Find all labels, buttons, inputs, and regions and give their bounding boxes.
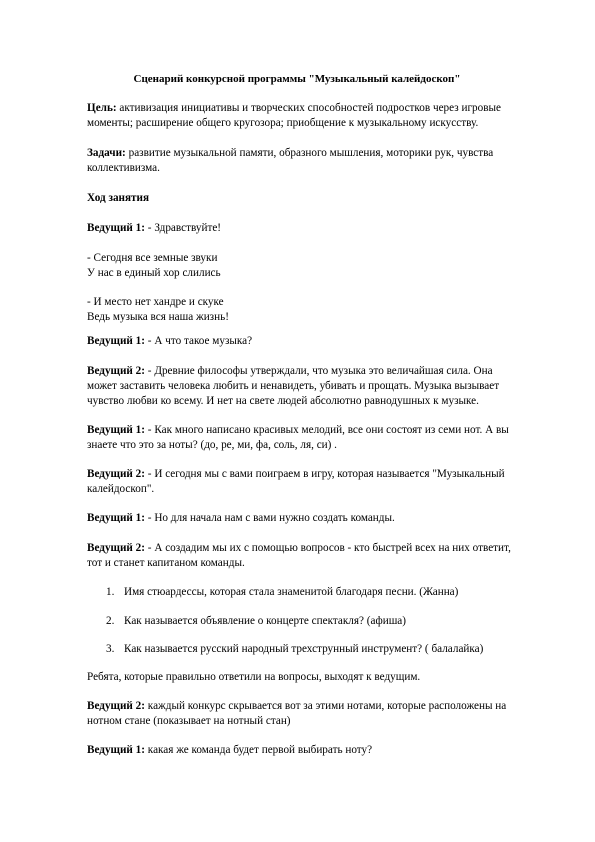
list-item-number: 2. bbox=[106, 615, 115, 627]
tasks-paragraph bbox=[87, 146, 517, 176]
list-item-text: Имя стюардессы, которая стала знаменитой благодаря песни. (Жанна) bbox=[124, 586, 459, 598]
verse-line: - И место нет хандре и скуке bbox=[87, 296, 224, 308]
verse-line: У нас в единый хор слились bbox=[87, 267, 221, 279]
speaker-label: Ведущий 2: bbox=[87, 542, 145, 554]
speaker-label: Ведущий 1: bbox=[87, 424, 145, 436]
dialogue-text: какая же команда будет первой выбирать ноту? bbox=[145, 744, 373, 756]
dialogue-paragraph bbox=[87, 511, 517, 526]
dialogue-text: - А создадим мы их с помощью вопросов - кто быстрей всех на них ответит, тот и станет капитаном команды. bbox=[87, 542, 511, 569]
dialogue-paragraph bbox=[87, 743, 517, 758]
dialogue-text: - Но для начала нам с вами нужно создать команды. bbox=[145, 512, 395, 524]
tasks-text: развитие музыкальной памяти, образного мышления, моторики рук, чувства коллективизма. bbox=[87, 147, 494, 174]
speaker-label: Ведущий 1: bbox=[87, 512, 145, 524]
goal-text: активизация инициативы и творческих способностей подростков через игровые моменты; расширение общего кругозора; приобщение к музыкальному искусству. bbox=[87, 102, 501, 129]
dialogue-text: - Здравствуйте! bbox=[145, 222, 222, 234]
course-heading: Ход занятия bbox=[87, 192, 150, 204]
speaker-label: Ведущий 2: bbox=[87, 468, 145, 480]
verse-line: Ведь музыка вся наша жизнь! bbox=[87, 311, 229, 323]
list-item-text: Как называется объявление о концерте спектакля? (афиша) bbox=[124, 615, 407, 627]
goal-label: Цель: bbox=[87, 102, 117, 114]
list-item-number: 3. bbox=[106, 643, 115, 655]
list-item-number: 1. bbox=[106, 586, 115, 598]
dialogue-text: - Древние философы утверждали, что музыка это величайшая сила. Она может заставить человека любить и ненавидеть, убивать и прощать. Музыка вызывает чувство любви ко всему. И нет на свете людей абсолютно равнодушных к музыке. bbox=[87, 365, 500, 407]
dialogue-paragraph bbox=[87, 423, 517, 453]
document-title: Сценарий конкурсной программы "Музыкальный калейдоскоп" bbox=[133, 73, 461, 85]
speaker-label: Ведущий 1: bbox=[87, 222, 145, 234]
verse-line: - Сегодня все земные звуки bbox=[87, 252, 218, 264]
speaker-label: Ведущий 2: bbox=[87, 700, 145, 712]
verse-stanza bbox=[87, 295, 517, 325]
dialogue-paragraph bbox=[87, 221, 517, 236]
dialogue-text: - Как много написано красивых мелодий, все они состоят из семи нот. А вы знаете что это за ноты? (до, ре, ми, фа, соль, ля, си) . bbox=[87, 424, 509, 451]
goal-paragraph bbox=[87, 101, 517, 131]
dialogue-text: - А что такое музыка? bbox=[145, 335, 253, 347]
dialogue-paragraph bbox=[87, 467, 517, 497]
dialogue-paragraph bbox=[87, 541, 517, 571]
speaker-label: Ведущий 2: bbox=[87, 365, 145, 377]
dialogue-paragraph bbox=[87, 364, 517, 409]
dialogue-paragraph bbox=[87, 334, 517, 349]
speaker-label: Ведущий 1: bbox=[87, 335, 145, 347]
tasks-label: Задачи: bbox=[87, 147, 126, 159]
list-item-text: Как называется русский народный трехструнный инструмент? ( балалайка) bbox=[124, 643, 484, 655]
speaker-label: Ведущий 1: bbox=[87, 744, 145, 756]
dialogue-text: - И сегодня мы с вами поиграем в игру, которая называется "Музыкальный калейдоскоп". bbox=[87, 468, 505, 495]
dialogue-text: каждый конкурс скрывается вот за этими нотами, которые расположены на нотном стане (показывает на нотный стан) bbox=[87, 700, 507, 727]
dialogue-paragraph bbox=[87, 699, 517, 729]
verse-stanza bbox=[87, 251, 517, 281]
after-questions-paragraph: Ребята, которые правильно ответили на вопросы, выходят к ведущим. bbox=[87, 671, 421, 683]
